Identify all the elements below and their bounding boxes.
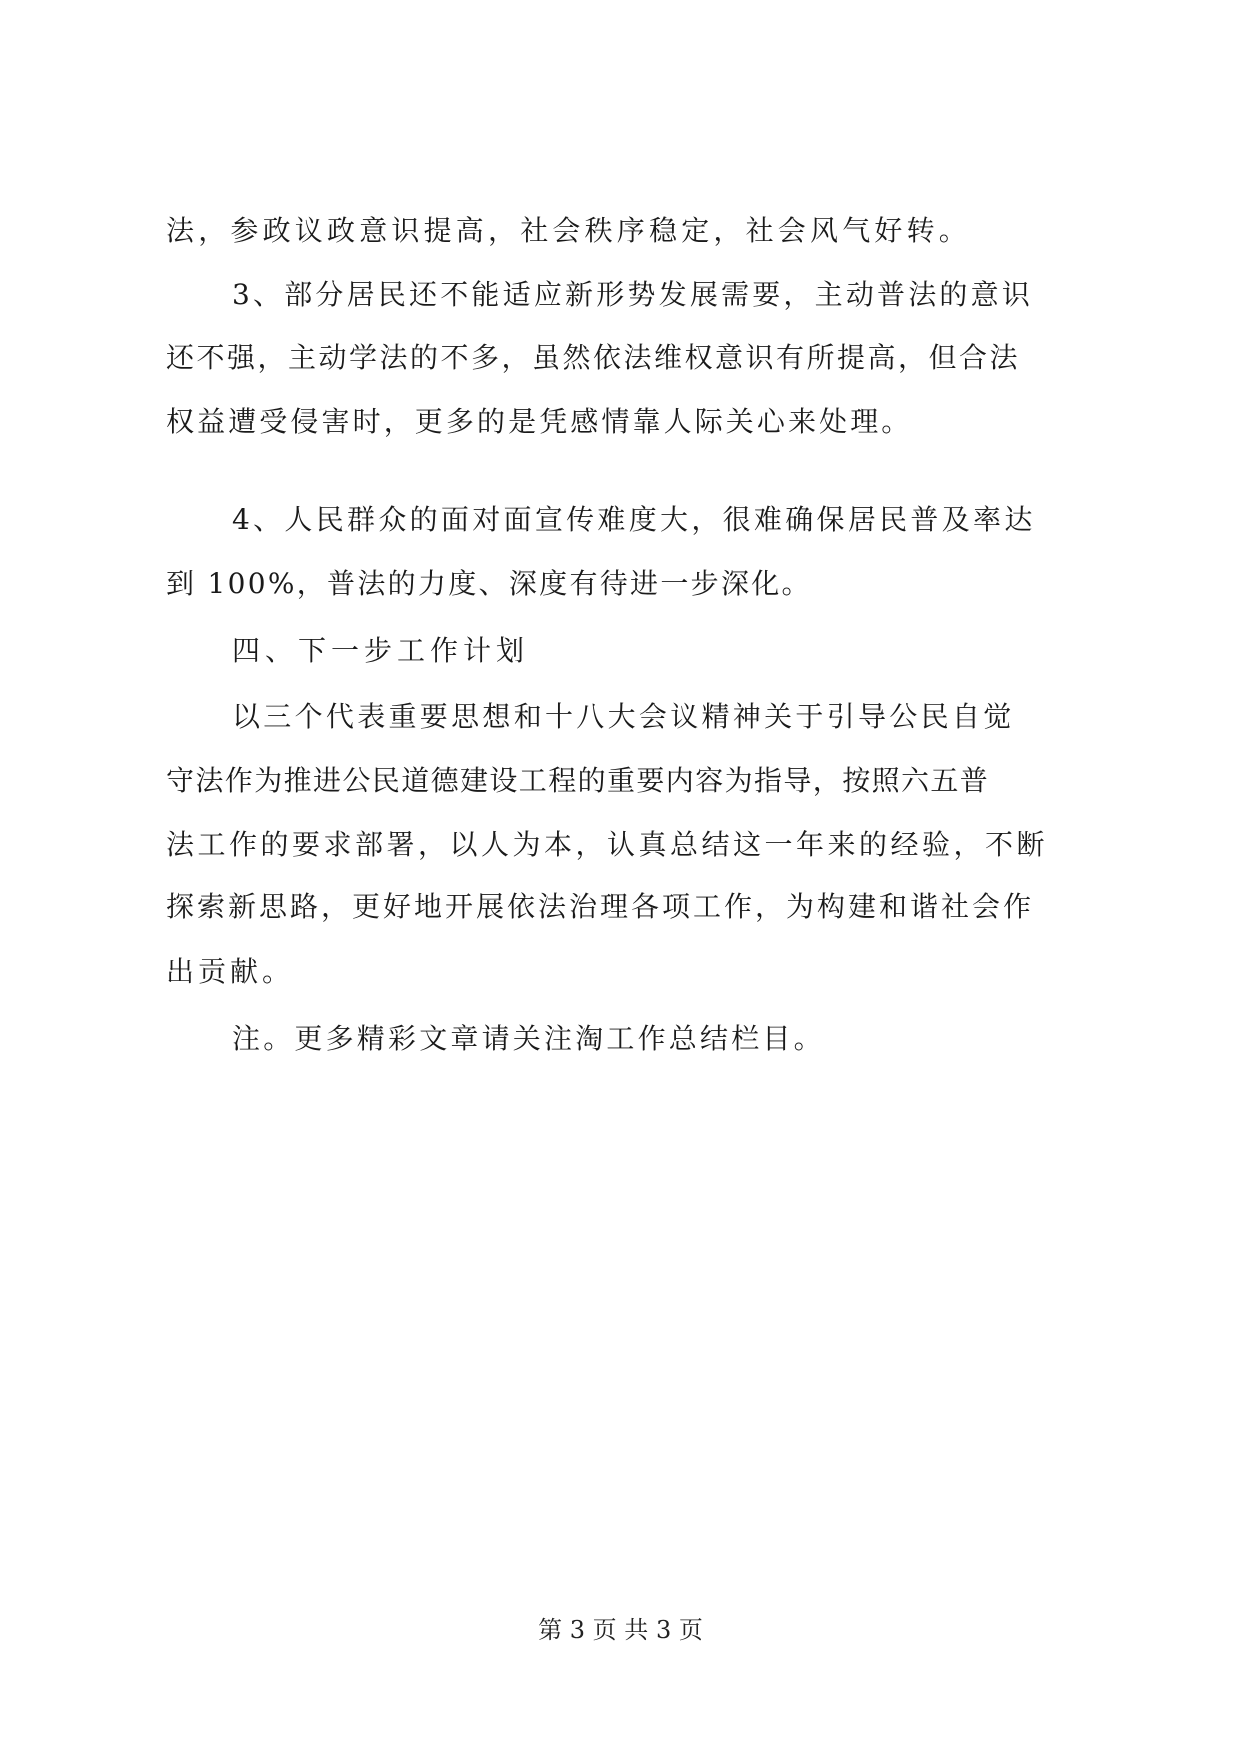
text-line: 权益遭受侵害时，更多的是凭感情靠人际关心来处理。 [166, 405, 913, 438]
text-line: 3、部分居民还不能适应新形势发展需要，主动普法的意识 [232, 278, 1034, 311]
text-line: 法，参政议政意识提高，社会秩序稳定，社会风气好转。 [166, 214, 972, 247]
text-line: 以三个代表重要思想和十八大会议精神关于引导公民自觉 [232, 700, 1015, 733]
text-line: 还不强，主动学法的不多，虽然依法维权意识有所提高，但合法 [166, 341, 1021, 374]
text-line: 4、人民群众的面对面宣传难度大，很难确保居民普及率达 [232, 503, 1036, 536]
note-line: 注。更多精彩文章请关注淘工作总结栏目。 [232, 1022, 825, 1055]
text-line: 到 100%，普法的力度、深度有待进一步深化。 [166, 567, 812, 600]
text-line: 法工作的要求部署，以人为本，认真总结这一年来的经验，不断 [166, 828, 1049, 861]
section-heading: 四、下一步工作计划 [232, 634, 530, 667]
text-line: 出贡献。 [166, 955, 295, 988]
page-number-footer: 第 3 页 共 3 页 [538, 1616, 703, 1644]
text-line: 守法作为推进公民道德建设工程的重要内容为指导，按照六五普 [166, 764, 990, 797]
text-line: 探索新思路，更好地开展依法治理各项工作，为构建和谐社会作 [166, 890, 1035, 923]
